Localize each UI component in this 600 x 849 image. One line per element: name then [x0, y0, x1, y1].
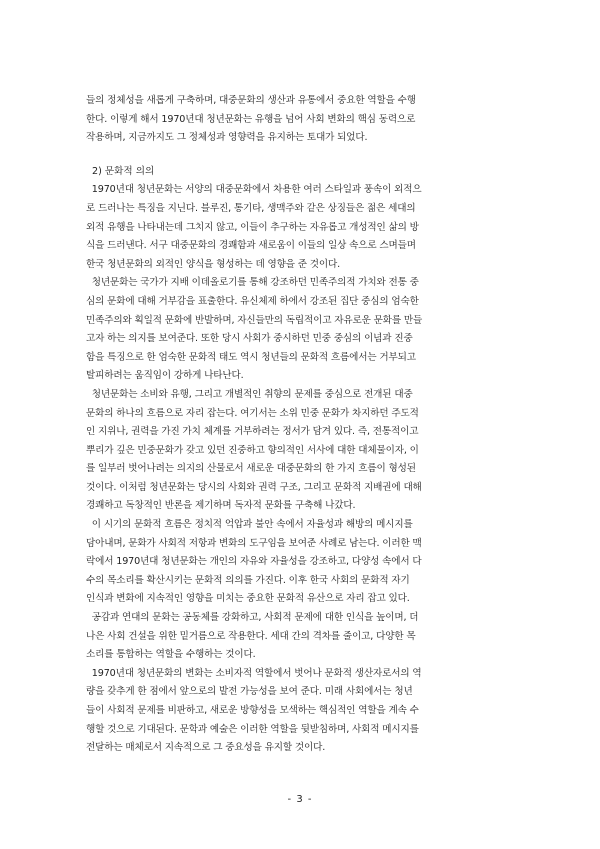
text-line: 청년문화는 국가가 지배 이데올로기를 통해 강조하던 민족주의적 가치와 전통 중 — [86, 277, 419, 289]
text-line: 심의 문화에 대해 거부감을 표출한다. 유신체제 하에서 강조된 집단 중심의 엄숙한 — [86, 295, 419, 307]
text-line: 전달하는 매체로서 지속적으로 그 중요성을 유지할 것이다. — [86, 742, 326, 754]
text-line: 담아내며, 문화가 사회적 저항과 변화의 도구임을 보여준 사례로 남는다. 이러한 맥 — [86, 537, 422, 549]
intro-paragraph — [86, 92, 516, 148]
body-text — [86, 181, 516, 757]
text-line: 공감과 연대의 문화는 공동체를 강화하고, 사회적 문제에 대한 인식을 높이며, 더 — [86, 612, 419, 624]
text-line: 량을 갖추게 한 점에서 앞으로의 발전 가능성을 보여 준다. 미래 사회에서는 청년 — [86, 686, 413, 698]
text-line: 락에서 1970년대 청년문화는 개인의 자유와 자율성을 강조하고, 다양성 속에서 다 — [86, 556, 422, 568]
text-line: 소리를 통합하는 역할을 수행하는 것이다. — [86, 649, 256, 661]
text-line: 문화의 하나의 흐름으로 자리 잡는다. 여기서는 소위 민중 문화가 차지하던 주도적 — [86, 407, 419, 419]
text-line: 나은 사회 건설을 위한 밑거름으로 작용한다. 세대 간의 격차를 줄이고, 다양한 목 — [86, 630, 416, 642]
text-line: 행할 것으로 기대된다. 문학과 예술은 이러한 역할을 뒷받침하며, 사회적 메시지를 — [86, 723, 419, 735]
text-line: 경쾌하고 독창적인 반론을 제기하며 독자적 문화를 구축해 나갔다. — [86, 500, 356, 512]
text-line: 뿌리가 깊은 민중문화가 갖고 있던 진중하고 향의적인 서사에 대한 대체물이자, 이 — [86, 444, 419, 456]
text-line: 함을 특징으로 한 엄숙한 문화적 태도 역시 청년들의 문화적 흐름에서는 거부되고 — [86, 351, 416, 363]
text-line: 들이 사회적 문제를 비판하고, 새로운 방향성을 모색하는 핵심적인 역할을 계속 수 — [86, 705, 419, 716]
text-line: 작용하며, 지금까지도 그 정체성과 영향력을 유지하는 토대가 되었다. — [86, 132, 368, 144]
text-line: 탈피하려는 움직임이 강하게 나타난다. — [86, 370, 244, 382]
text-line: 인 지위나, 권력을 가진 가치 체계를 거부하려는 정서가 담겨 있다. 즉, 전통적이고 — [86, 426, 419, 438]
text-line: 1970년대 청년문화의 변화는 소비자적 역할에서 벗어나 문화적 생산자로서의 역 — [86, 667, 422, 679]
text-line: 한국 청년문화의 외적인 양식을 형성하는 데 영향을 준 것이다. — [86, 258, 341, 270]
document-page — [86, 92, 516, 758]
text-line: 를 일부러 벗어나려는 의지의 산물로서 새로운 대중문화의 한 가지 흐름이 형성된 — [86, 463, 416, 475]
section-heading: 2) 문화적 의의 — [92, 165, 155, 177]
text-line: 로 드러나는 특징을 지닌다. 블루진, 통기타, 생맥주와 같은 상징들은 젊은 세대의 — [86, 202, 416, 214]
text-line: 1970년대 청년문화는 서양의 대중문화에서 차용한 여러 스타일과 풍속이 외적으 — [86, 184, 422, 196]
text-line: 들의 정체성을 새롭게 구축하며, 대중문화의 생산과 유통에서 중요한 역할을 수행 — [86, 95, 416, 106]
text-line: 고자 하는 의지를 보여준다. 또한 당시 사회가 중시하던 민중 중심의 이념과 진중 — [86, 333, 413, 345]
text-line: 민족주의와 획일적 문화에 반발하며, 자신들만의 독립적이고 자유로운 문화를 만들 — [86, 314, 423, 326]
text-line: 청년문화는 소비와 유행, 그리고 개별적인 취향의 문제를 중심으로 전개된 대중 — [86, 388, 413, 400]
text-line: 인식과 변화에 지속적인 영향을 미치는 중요한 문화적 유산으로 자리 잡고 있다. — [86, 593, 410, 605]
page-number: - 3 - — [287, 794, 313, 805]
text-line: 한다. 이렇게 해서 1970년대 청년문화는 유행을 넘어 사회 변화의 핵심 동력으로 — [86, 113, 416, 125]
text-line: 식을 드러낸다. 서구 대중문화의 경쾌함과 새로움이 이들의 일상 속으로 스며들며 — [86, 240, 416, 252]
text-line: 것이다. 이처럼 청년문화는 당시의 사회와 권력 구조, 그리고 문화적 지배권에 대해 — [86, 481, 422, 493]
text-line: 수의 목소리를 확산시키는 문화적 의의를 가진다. 이후 한국 사회의 문화적 자기 — [86, 574, 410, 586]
text-line: 이 시기의 문화적 흐름은 정치적 억압과 불안 속에서 자율성과 해방의 메시지를 — [86, 519, 413, 531]
text-line: 외적 유행을 나타내는데 그치지 않고, 이들이 추구하는 자유롭고 개성적인 삶의 방 — [86, 221, 419, 233]
